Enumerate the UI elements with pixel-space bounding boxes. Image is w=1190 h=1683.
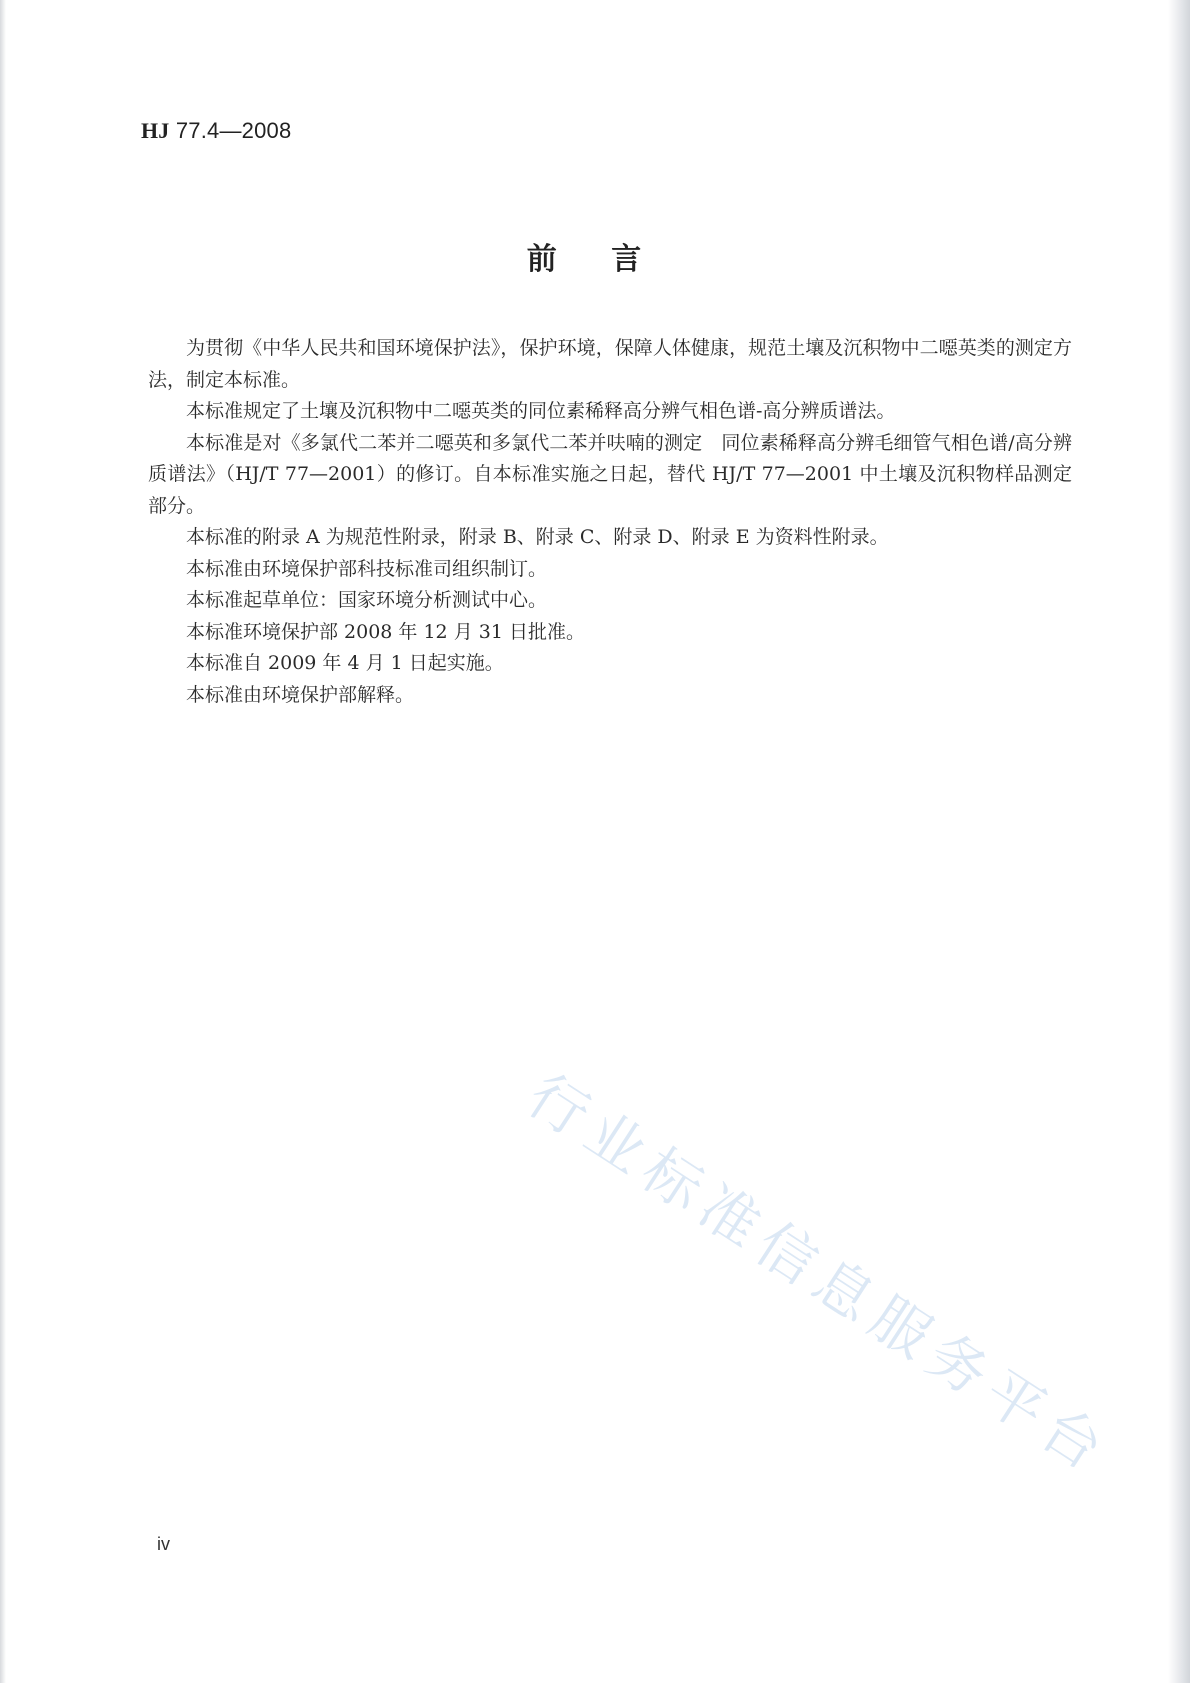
paragraph-interpretation: 本标准由环境保护部解释。 xyxy=(186,683,415,706)
preface-body xyxy=(148,333,1072,711)
paragraph-drafter: 本标准起草单位：国家环境分析测试中心。 xyxy=(186,589,548,611)
watermark-text: 行业标准信息服务平台 xyxy=(515,1060,1124,1489)
standard-number-header xyxy=(141,118,291,144)
paragraph-approval: 本标准环境保护部 2008 年 12 月 31 日批准。 xyxy=(186,620,585,643)
page-title: 前 言 xyxy=(526,242,664,277)
page-number: iv xyxy=(157,1534,170,1554)
standard-prefix: HJ xyxy=(141,118,170,143)
paragraph-effective-date: 本标准自 2009 年 4 月 1 日起实施。 xyxy=(186,652,504,674)
paragraph-organizer: 本标准由环境保护部科技标准司组织制订。 xyxy=(186,557,548,580)
standard-number: 77.4—2008 xyxy=(175,118,292,143)
paragraph-revision: 本标准是对《多氯代二苯并二噁英和多氯代二苯并呋喃的测定 同位素稀释高分辨毛细管气相色谱/高分辨质谱法》（HJ/T 77—2001）的修订。自本标准实施之日起，替代 HJ/T 77—2001 中土壤及沉积物样品测定部分。 xyxy=(148,431,1072,517)
paragraph-scope: 本标准规定了土壤及沉积物中二噁英类的同位素稀释高分辨气相色谱-高分辨质谱法。 xyxy=(186,400,896,422)
paragraph-appendices: 本标准的附录 A 为规范性附录，附录 B、附录 C、附录 D、附录 E 为资料性附录。 xyxy=(186,526,889,548)
paragraph-purpose: 为贯彻《中华人民共和国环境保护法》，保护环境，保障人体健康，规范土壤及沉积物中二噁英类的测定方法，制定本标准。 xyxy=(148,337,1072,391)
